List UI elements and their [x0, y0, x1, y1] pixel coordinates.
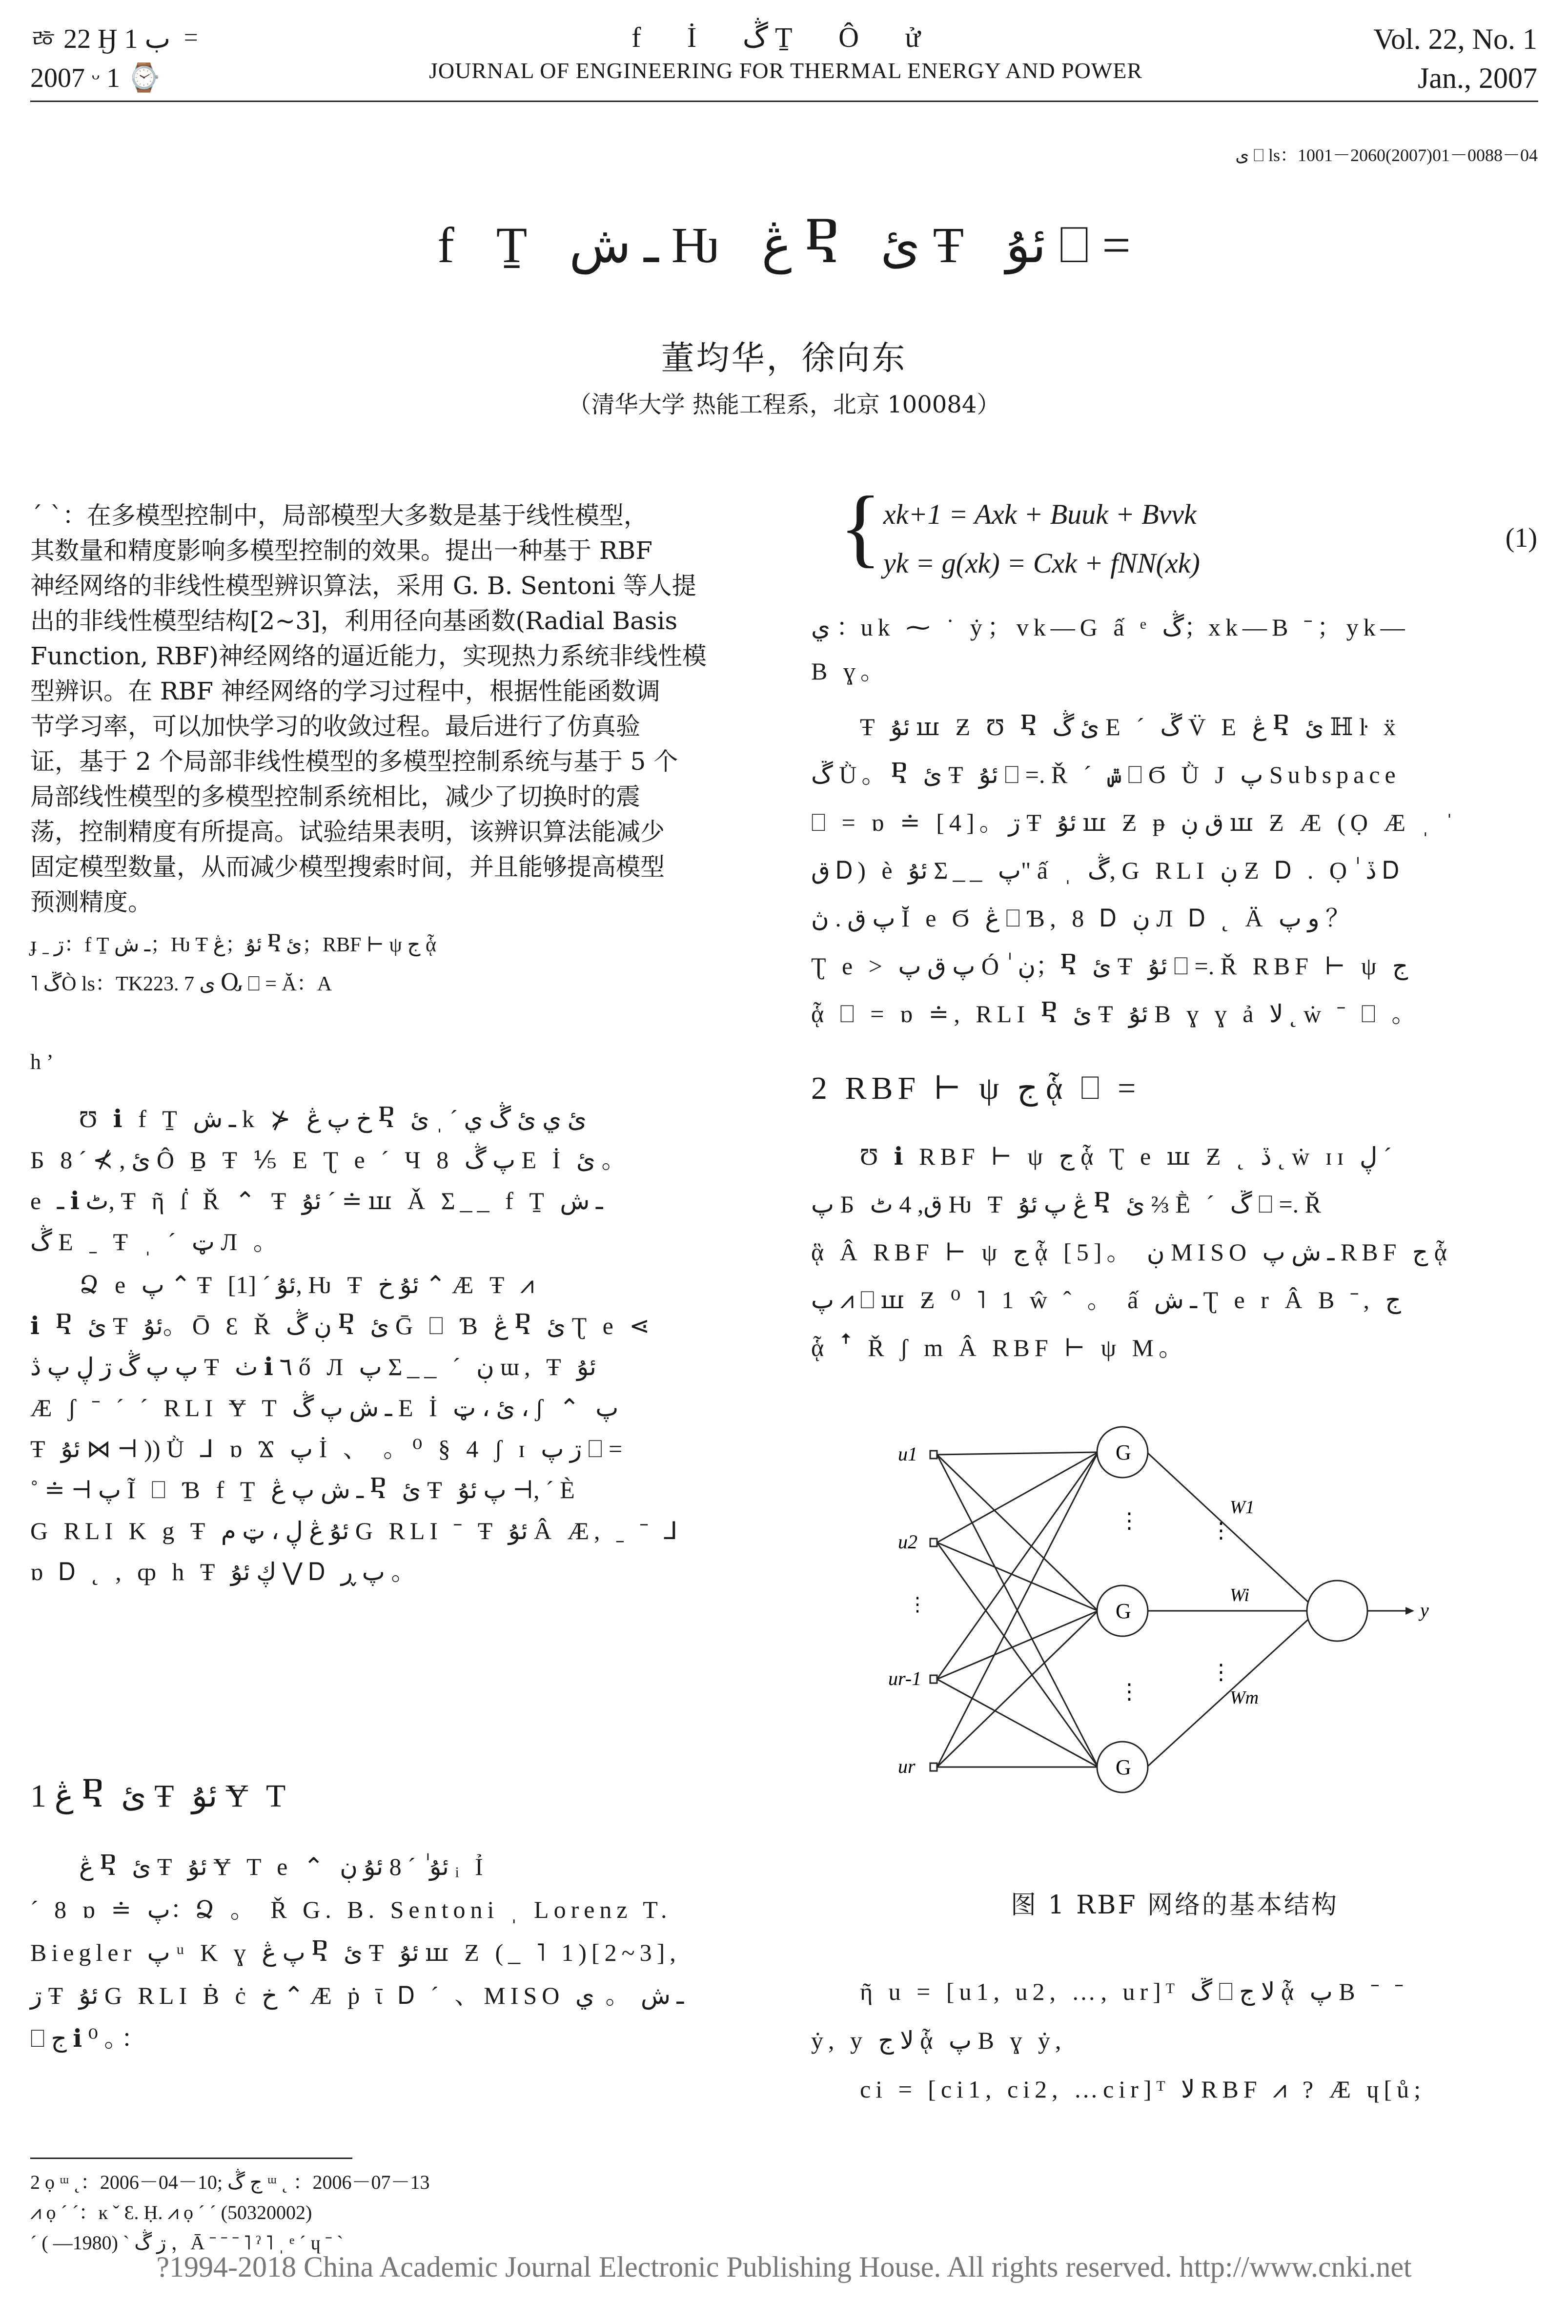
classification-code: ˥ ڱÒ ls：TK223. 7 ى Ⴍ ⎕ = Ᾰ：A — [30, 973, 332, 995]
text-line: Ʊ ℹ RBF ⊢ ψ ج ᾇ Ʈ e ꟺ Ƶ ˛ ڏ ˛ ẇ ɪɪ ڸ ˊ — [860, 1143, 1392, 1170]
hidden-ellipsis: ⋮ — [1119, 1509, 1140, 1533]
text-line: ẏ, y ﻻ ج ᾇ پ B ɣ ẏ, — [811, 2027, 1066, 2054]
volume-info — [1196, 20, 1537, 98]
output-label: y — [1420, 1599, 1429, 1621]
document-id: ى ⎕ ls：1001－2060(2007)01－0088－04 — [1235, 145, 1538, 165]
footnote-author: ˊ ڗ ڴ ˋ (1980— ) ，Ā ˉ ˉ ˉ ˥ ˀ ˥ ˌ ᵉ ˊ ɥ ˉ ˋ — [30, 2232, 344, 2254]
weight-ellipsis: ⋮ — [1210, 1660, 1232, 1684]
right-paragraph-1 — [811, 703, 1538, 1038]
issue-line-1: ㅀ 22 Ӈ ب 1 ゠ — [30, 24, 205, 54]
text-line: ῆ u = [u1, u2, …, ur]ᵀ ڱ ⎕ ﻻ ج ᾇ پ B ˉ ˉ — [860, 1978, 1408, 2005]
paper-authors: 董均华，徐向东 — [661, 339, 907, 378]
text-line: ᾇ ⎕ = ɒ ≐, RLI Ⴒ ئ Ŧ ئۇ B ɣ ɣ ả ﻻ ˛ ẇ ˉ ⎕ 。 — [811, 1000, 1421, 1028]
abstract-line: 节学习率，可以加快学习的收敛过程。最后进行了仿真验 — [30, 712, 640, 740]
rbf-network-figure — [888, 1406, 1464, 1796]
copyright-notice: ?1994-2018 China Academic Journal Electronic Publishing House. All rights reserved. http://www.cnki.net — [156, 2251, 1412, 2283]
journal-name-en: JOURNAL OF ENGINEERING FOR THERMAL ENERGY AND POWER — [428, 58, 1143, 83]
text-line: Ʊ ℹ f Ṯ ـ ش k ⊁ خ پ ڠ Ⴒ ئ ي ئ ڴ ي ´ ˌ ئ — [79, 1105, 587, 1132]
text-line: ℹ Ⴒ ئ Ŧ ئۇ。Ō Ɛ Ř ڹ ڴ Ⴒ ئ Ḡ ⎕ Ɓ ڠ Ⴒ ئ Ʈ e ⋖ — [30, 1312, 655, 1339]
section-1-paragraph — [30, 1845, 748, 2060]
text-line: G RLI K g Ŧ ئۇ ڠ ڸ ، ټ م G RLI ˉ Ŧ ئۇ Â Æ, ˍ ˉ ⅃ — [30, 1517, 683, 1544]
abstract-line: 其数量和精度影响多模型控制的效果。提出一种基于 RBF — [30, 536, 652, 565]
text-line: ⎕ ج ℹ ⁰ 。： — [30, 2025, 151, 2052]
footnote-dates: 2 ọ ᵚ ˛：2006－04－10; ج ڴ ᵚ ˛ ：2006－07－13 — [30, 2171, 430, 2193]
equation-1 — [839, 478, 1537, 596]
text-line: Ʈ e > پ ق پ Ó ٰ ڹ；Ⴒ ئ Ŧ ئۇ ⎕ =. Ř RBF ⊢ ψ ج — [811, 952, 1408, 980]
journal-issue-info — [30, 20, 284, 98]
text-line: پ Б ق, 4 ٹ Ƕ Ŧ ڠ پ ئۇ Ⴒ ئ ⅔ Ḕ ˊ ڱ ⎕ =. Ř — [811, 1191, 1326, 1218]
equation-line-1: xk+1 = Axk + Buuk + Bvvk — [883, 498, 1197, 530]
abstract-line: 型辨识。在 RBF 神经网络的学习过程中，根据性能函数调 — [30, 677, 660, 705]
equation-brace: { — [839, 478, 882, 576]
hidden-ellipsis: ⋮ — [1119, 1680, 1140, 1704]
input-label: ur — [898, 1755, 916, 1777]
text-line: Ƃ ئ , ⊁ ´ 8 Ô Ḇ Ŧ ⅕ E Ʈ e ´ Ч 8 پ ڴ E İ ئ 。 — [30, 1146, 631, 1173]
intro-paragraph-1 — [30, 1098, 748, 1262]
abstract-line: 神经网络的非线性模型辨识算法，采用 G. B. Sentoni 等人提 — [30, 572, 696, 600]
abstract — [30, 498, 748, 920]
text-line: ˚ ≐ ⊣ پ Ĩ ⎕ Ɓ f Ṯ ـ ش پ ڠ Ⴒ ئ Ŧ پ ئۇ ⊣, ´ È — [30, 1476, 580, 1503]
intro-paragraph-2 — [30, 1264, 748, 1592]
weight-label: Wm — [1230, 1687, 1259, 1708]
text-line: Ŧ ئۇ ⋈ ⊣ )) Ǜ ⅃ ɒ Ϫ پ İ 、 。⁰ § 4 ʃ ɪ ڗ پ ⎕ = — [30, 1435, 623, 1462]
volume-number: Vol. 22, No. 1 — [1373, 23, 1537, 55]
journal-name — [342, 20, 1230, 86]
abstract-line: 证，基于 2 个局部非线性模型的多模型控制系统与基于 5 个 — [30, 747, 678, 776]
text-line: ڴ E ˍ Ŧ ˌ ´ ټ Л 。 — [30, 1228, 283, 1255]
keywords: ɟ ˍ ڗ：f Ṯ ـ ش；Ƕ Ŧ ئۇ；ڠ Ⴒ ئ；RBF ⊢ ψ ج ᾇ — [30, 934, 436, 956]
text-line: ᾃ Â RBF ⊢ ψ ج ᾇ [5]。 ڹ MISO ـ ش پ RBF ج ᾇ — [811, 1238, 1452, 1266]
intro-heading: h ’ — [30, 1050, 54, 1074]
footnote-rule — [30, 2158, 352, 2159]
text-line: e ـ ℹ ٹ, Ŧ ῆ ẛ Ř ⌃ Ŧ ئۇ ˊ ≐ ꟺ Ǎ Σ__ f Ṯ ـ ش — [30, 1187, 603, 1214]
abstract-line: 荡，控制精度有所提高。试验结果表明，该辨识算法能减少 — [30, 818, 665, 846]
abstract-line: ˊ ˋ：在多模型控制中，局部模型大多数是基于线性模型， — [30, 501, 648, 530]
author-affiliation: （清华大学 热能工程系，北京 100084） — [568, 391, 1000, 418]
text-line: ڱ Ǜ。Ⴒ ئ Ŧ ئۇ ⎕ =. Ř ˊ ݜ ⎕ Ϭ Ǜ J پ Subspace — [811, 761, 1401, 788]
paper-title: f Ṯ ـ ش Ƕ ڠ Ⴒ ئ Ŧ ئۇ ⎕ = — [437, 217, 1131, 273]
issue-date: Jan., 2007 — [1418, 62, 1537, 94]
text-line: ᾇ ꜛ Ř ʃ m Â RBF ⊢ ψ M。 — [811, 1334, 1188, 1361]
text-line: ڗ Ŧ ئۇ G RLI Ḃ ċ خ ⌃ Æ ṗ ῑ Ꭰ ˊ 、MISO ـ ش 。 ي — [30, 1982, 684, 2009]
text-line: پ ⩘ ⎕ ꟺ Ƶ ⁰ ˥ 1 ŵ ˆ 。 ấ ـ ش Ʈ e r Â B ˉ, ج — [811, 1286, 1401, 1314]
text-line: ɒ Ꭰ ˛ , ȹ h Ŧ ڮ ئۇ ⋁ Ꭰ پ ڕ 。 — [30, 1558, 421, 1585]
text-line: B ɣ。 — [811, 658, 890, 685]
hidden-node-label: G — [1116, 1755, 1131, 1779]
text-line: Biegler پ ᵘ K ɣ پ ڠ Ⴒ ئ Ŧ ئۇ ꟺ Ƶ (_ ˥ 1)[2~3], — [30, 1939, 681, 1966]
issue-line-2: 2007 ᵕ 1 ⌚ — [30, 63, 161, 93]
text-line: ci = [ci1, ci2, …cir]ᵀ ﻻ RBF ⩘ ? Æ ɥ[ů; — [860, 2076, 1426, 2103]
equation-number: (1) — [1505, 523, 1537, 553]
text-line: Ŧ ئۇ ꟺ Ƶ Ʊ Ⴒ ئ ڴ E ´ ڱ V̈ E ڠ Ⴒ ئ ℍ ŀ ẍ — [860, 713, 1401, 740]
section-2-paragraph — [811, 1132, 1538, 1372]
text-line: ⎕ = ɒ ≐ [4]。ڗ Ŧ ئۇ ꟺ Ƶ ᵽ ق ڹ ꟺ Ƶ Æ (Ọ Æ ˌ ˈ — [811, 809, 1459, 836]
input-label: u1 — [898, 1443, 917, 1465]
abstract-line: 预测精度。 — [30, 888, 152, 916]
header-rule — [30, 101, 1538, 102]
footnotes — [30, 2167, 748, 2258]
text-line: ق Ꭰ) è ئۇ Σ__ پ" ấ ˌ ڴ, G RLI ڹ Ƶ Ꭰ . Ọ ٰ ڏ Ꭰ — [811, 857, 1405, 884]
input-label: u2 — [898, 1531, 917, 1553]
abstract-label: ˊ ˋ — [30, 501, 62, 530]
weight-label: Wi — [1230, 1585, 1250, 1605]
journal-name-cn: f İ ڴ Ṯ Ô ử — [631, 21, 940, 53]
footnote-funding: ⩘ ọ ˊ ˊ：ĸ ˇ Ɛ. Ḥ. ⩘ ọ ˊ ˊ (50320002) — [30, 2201, 312, 2223]
equation-description — [811, 605, 1538, 693]
text-line: Æ ʃ ˉ ´ ˊ RLI Ɏ T ـ ش پ ڴ E İ ئ ، ټ ، ʃ ⌃ پ — [30, 1394, 619, 1421]
figure-1-caption: 图 1 RBF 网络的基本结构 — [1010, 1891, 1339, 1920]
text-line: Ձ e پ ⌃ Ŧ ئۇ ´ [1], Ƕ Ŧ ئۇ خ ⌃ Æ Ŧ ⩘ — [79, 1271, 539, 1298]
text-line: پ ق . ڽ Ĭ e Ϭ ڠ ⎕ Ɓ, 8 Ꭰ ڹ Л Ꭰ ˛ Ä و پ ？ — [811, 905, 1350, 932]
weight-ellipsis: ⋮ — [1210, 1519, 1232, 1542]
hidden-node-label: G — [1116, 1440, 1131, 1464]
section-2-heading: 2 RBF ⊢ ψ ج ᾇ ⎕ = — [811, 1070, 1141, 1106]
text-line: ڠ Ⴒ ئ Ŧ ئۇ Ɏ T e ⌃ ئۇ ٰ ˊ 8 ئۇ ڹ ᵢ Ỉ — [79, 1853, 488, 1880]
input-label: ur-1 — [888, 1667, 922, 1689]
abstract-line: 出的非线性模型结构[2~3]，利用径向基函数(Radial Basis — [30, 607, 678, 635]
after-figure-text — [811, 1967, 1538, 2114]
text-line: ي ：uk ⁓ ˙ ẏ；vk—G ấ ᵉ ڴ；xk—B ˉ；yk— — [811, 614, 1410, 641]
abstract-line: 固定模型数量，从而减少模型搜索时间，并且能够提高模型 — [30, 853, 665, 881]
text-line: پ پ ڴ ڗ ڸ پ ڎ Ŧ ٺ ℹ ٦ ő Л پ Σ__ ˊ ڹ ɯ, Ŧ ئۇ — [30, 1353, 596, 1380]
input-ellipsis: ⋮ — [908, 1593, 927, 1615]
equation-line-2: yk = g(xk) = Cxk + fNN(xk) — [883, 547, 1200, 579]
weight-label: W1 — [1230, 1497, 1255, 1518]
text-line: ˊ 8 ɒ ≐ پ：Ձ 。 Ř G. B. Sentoni ˌ Lorenz T. — [30, 1896, 672, 1923]
section-1-heading: 1 ڠ Ⴒ ئ Ŧ ئۇ Ɏ T — [30, 1778, 291, 1814]
hidden-node-label: G — [1116, 1599, 1131, 1623]
abstract-line: Function, RBF)神经网络的逼近能力，实现热力系统非线性模 — [30, 642, 707, 670]
abstract-line: 局部线性模型的多模型控制系统相比，减少了切换时的震 — [30, 782, 640, 811]
